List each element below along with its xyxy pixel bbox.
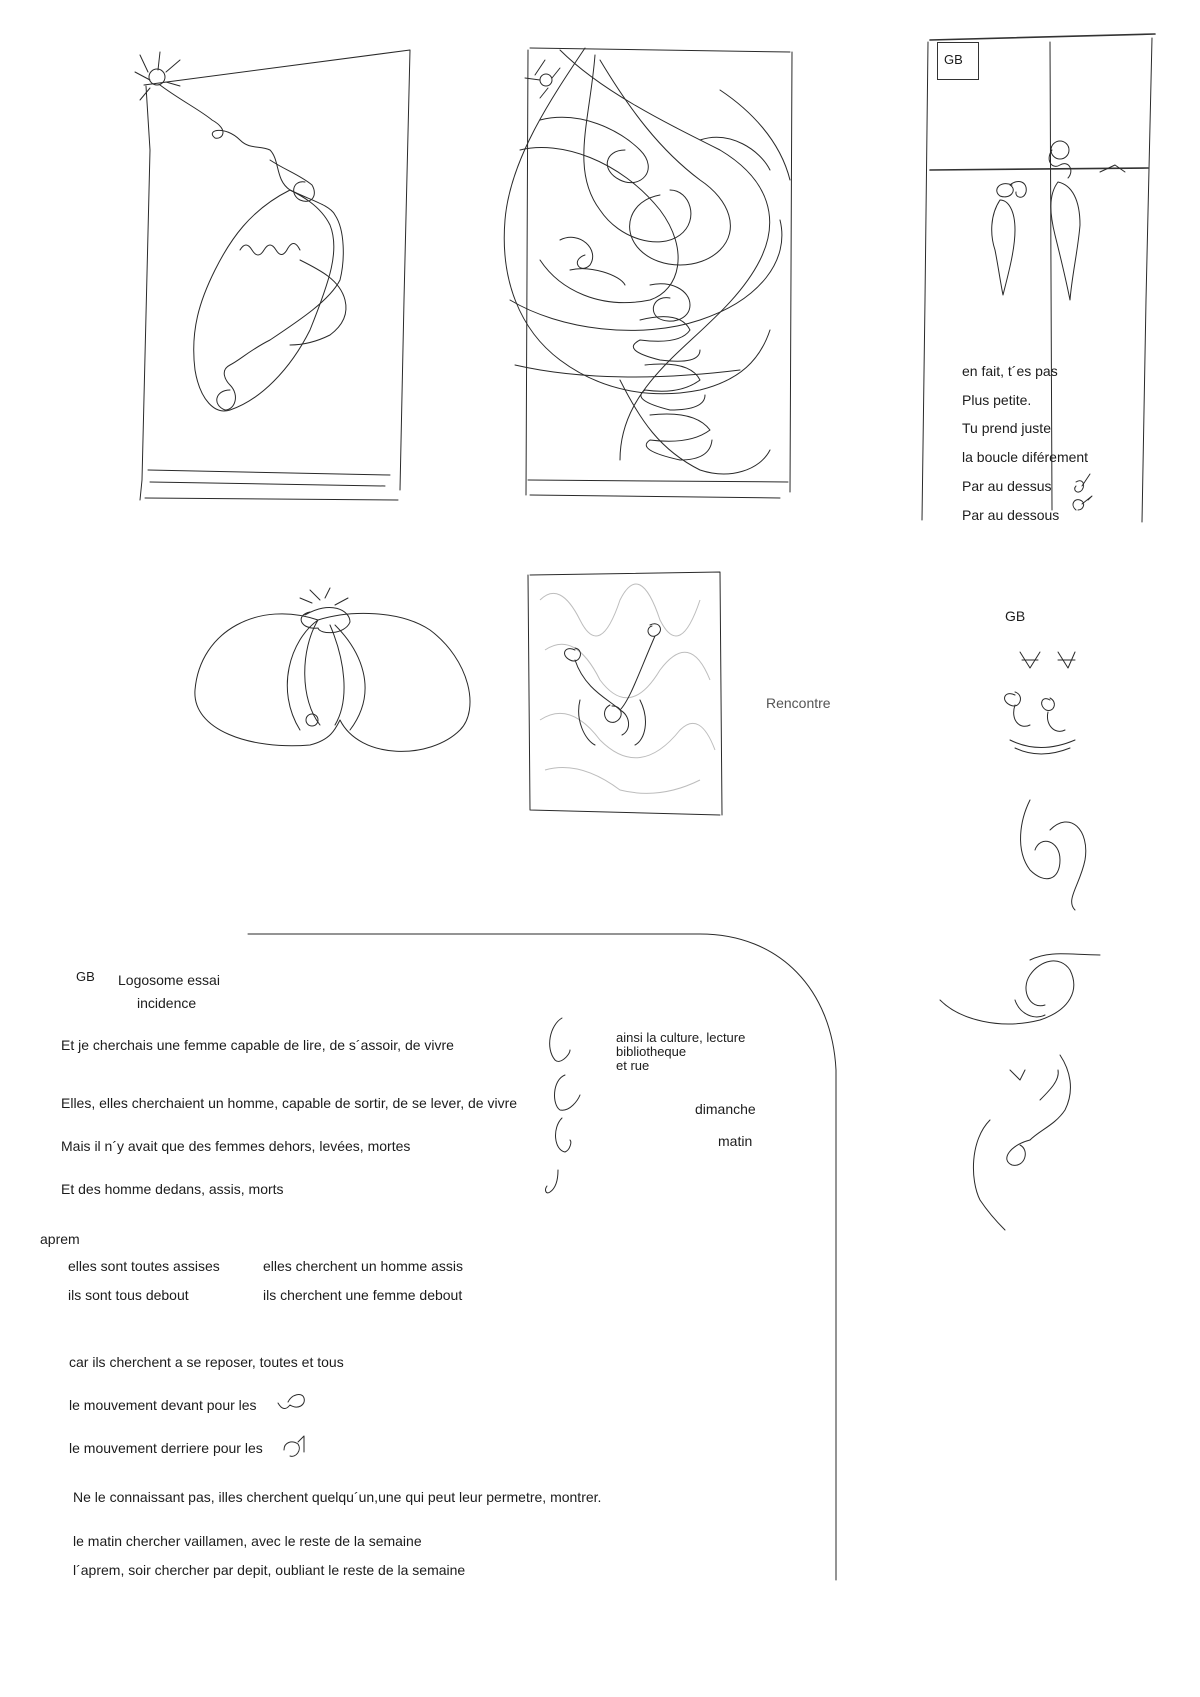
verse-4: Et des homme dedans, assis, morts [61,1181,284,1197]
closing-5: le matin chercher vaillamen, avec le reste de la semaine [73,1533,422,1549]
closing-4: Ne le connaissant pas, illes cherchent quelqu´un,une qui peut leur permetre, montrer. [73,1489,602,1505]
side-note-1: ainsi la culture, lecture [616,1030,746,1045]
sketch-rencontre [528,572,722,815]
aprem-left-2: ils sont tous debout [68,1287,189,1303]
panel3-line-2: Plus petite. [962,392,1032,408]
venus-glyph [278,1395,304,1409]
glyph-mark-4 [546,1170,558,1193]
closing-1: car ils cherchent a se reposer, toutes et tous [69,1354,344,1370]
panel3-line-6: Par au dessous [962,507,1060,523]
panel3-line-1: en fait, t´es pas [962,363,1058,379]
panel3-line-5: Par au dessus [962,478,1052,494]
dimanche-label: dimanche [695,1101,756,1117]
closing-3: le mouvement derriere pour les [69,1440,263,1456]
sketch-frame-1 [135,50,410,500]
verse-3: Mais il n´y avait que des femmes dehors, levées, mortes [61,1138,411,1154]
verse-1: Et je cherchais une femme capable de lire, de s´assoir, de vivre [61,1037,454,1053]
notebook-border [248,934,836,1580]
panel3-line-3: Tu prend juste [962,420,1051,436]
sketch-frame-2 [504,48,792,498]
glyph-mark-1 [550,1018,570,1061]
matin-label: matin [718,1133,753,1149]
rencontre-label: Rencontre [766,695,831,711]
aprem-right-2: ils cherchent une femme debout [263,1287,463,1303]
gb-tag-notebook: GB [76,969,95,984]
side-note-2: bibliotheque [616,1044,687,1059]
sketch-column-right [940,652,1100,1230]
verse-2: Elles, elles cherchaient un homme, capable de sortir, de se lever, de vivre [61,1095,518,1111]
closing-2: le mouvement devant pour les [69,1397,257,1413]
glyph-mark-2 [555,1075,580,1110]
closing-6: l´aprem, soir chercher par depit, oubliant le reste de la semaine [73,1562,466,1578]
aprem-right-1: elles cherchent un homme assis [263,1258,463,1274]
panel3-line-4: la boucle diférement [962,449,1089,465]
side-note-3: et rue [616,1058,650,1073]
aprem-left-1: elles sont toutes assises [68,1258,220,1274]
mars-glyph [284,1436,304,1456]
aprem-label: aprem [40,1231,80,1247]
gb-tag: GB [944,52,963,67]
gb-tag-right: GB [1005,608,1026,624]
notebook-title-2: incidence [137,995,197,1011]
notebook-title-1: Logosome essai [118,972,220,988]
sketch-heart [195,588,470,751]
glyph-mark-3 [556,1118,571,1152]
